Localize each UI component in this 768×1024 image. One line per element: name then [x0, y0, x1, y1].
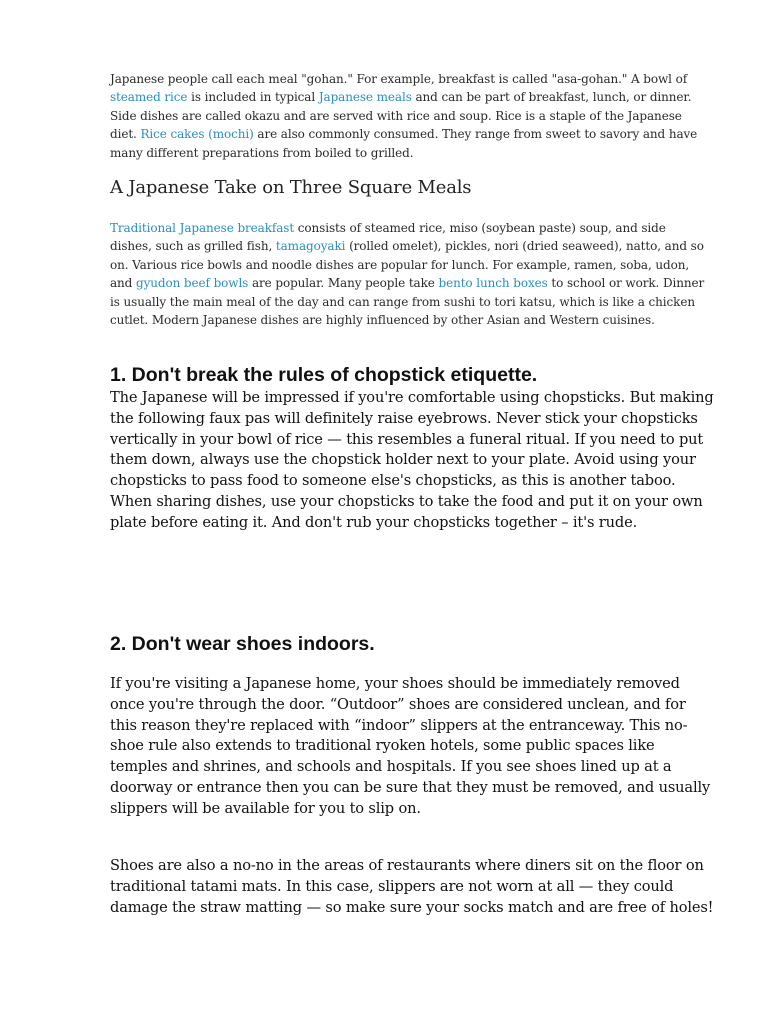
intro-text-1: Japanese people call each meal "gohan." For example, breakfast is called "asa-gohan." A bowl of — [110, 72, 688, 86]
meals-paragraph — [110, 219, 710, 329]
meals-text-1: consists of steamed rice, miso (soybean paste) soup, and side dishes, such as grilled fish, — [110, 221, 666, 254]
section2-paragraph-1: If you're visiting a Japanese home, your shoes should be immediately removed once you're through the door. “Outdoor” shoes are considered unclean, and for this reason they're replaced with “indoor” slippers at the entranceway. This no-shoe rule also extends to traditional ryoken hotels, some public spaces like temples and shrines, and schools and hospitals. If you see shoes lined up at a doorway or entrance then you can be sure that they must be removed, and usually slippers will be available for you to slip on. — [110, 675, 711, 817]
meals-text-2: (rolled omelet), pickles, nori (dried seaweed), natto, and so on. Various rice bowls and noodle dishes are popular for lunch. For example, ramen, soba, udon, and — [110, 239, 704, 291]
link-traditional-breakfast[interactable]: Traditional Japanese breakfast — [110, 221, 295, 235]
section2-heading: 2. Don't wear shoes indoors. — [110, 633, 375, 655]
link-japanese-meals[interactable]: Japanese meals — [318, 90, 412, 105]
meals-text-4: to school or work. Dinner is usually the main meal of the day and can range from sushi to tori katsu, which is like a chicken cutlet. Modern Japanese dishes are highly influenced by other Asian and Western cuisines. — [110, 276, 705, 328]
section1-heading: 1. Don't break the rules of chopstick etiquette. — [110, 364, 538, 386]
section2-paragraph-2: Shoes are also a no-no in the areas of restaurants where diners sit on the floor on traditional tatami mats. In this case, slippers are not worn at all — they could damage the straw matting — so make sure your socks match and are free of holes! — [110, 857, 714, 916]
link-bento-lunch-boxes[interactable]: bento lunch boxes — [438, 276, 548, 291]
link-tamagoyaki[interactable]: tamagoyaki — [275, 239, 346, 254]
meals-heading: A Japanese Take on Three Square Meals — [110, 177, 472, 198]
link-steamed-rice[interactable]: steamed rice — [110, 90, 188, 105]
intro-text-2: is included in typical — [187, 90, 319, 105]
link-gyudon-beef-bowls[interactable]: gyudon beef bowls — [135, 276, 249, 291]
intro-text-3: and can be part of breakfast, lunch, or dinner. Side dishes are called okazu and are served with rice and soup. Rice is a staple of the Japanese diet. — [110, 90, 692, 142]
meals-text-3: are popular. Many people take — [248, 276, 439, 291]
intro-text-4: are also commonly consumed. They range from sweet to savory and have many different preparations from boiled to grilled. — [110, 127, 698, 160]
intro-paragraph — [110, 70, 710, 162]
link-rice-cakes[interactable]: Rice cakes (mochi) — [140, 127, 254, 142]
section1-paragraph: The Japanese will be impressed if you're comfortable using chopsticks. But making the following faux pas will definitely raise eyebrows. Never stick your chopsticks vertically in your bowl of rice — this resembles a funeral ritual. If you need to put them down, always use the chopstick holder next to your plate. Avoid using your chopsticks to pass food to someone else's chopsticks, as this is another taboo. When sharing dishes, use your chopsticks to take the food and put it on your own plate before eating it. And don't rub your chopsticks together – it's rude. — [110, 389, 714, 531]
